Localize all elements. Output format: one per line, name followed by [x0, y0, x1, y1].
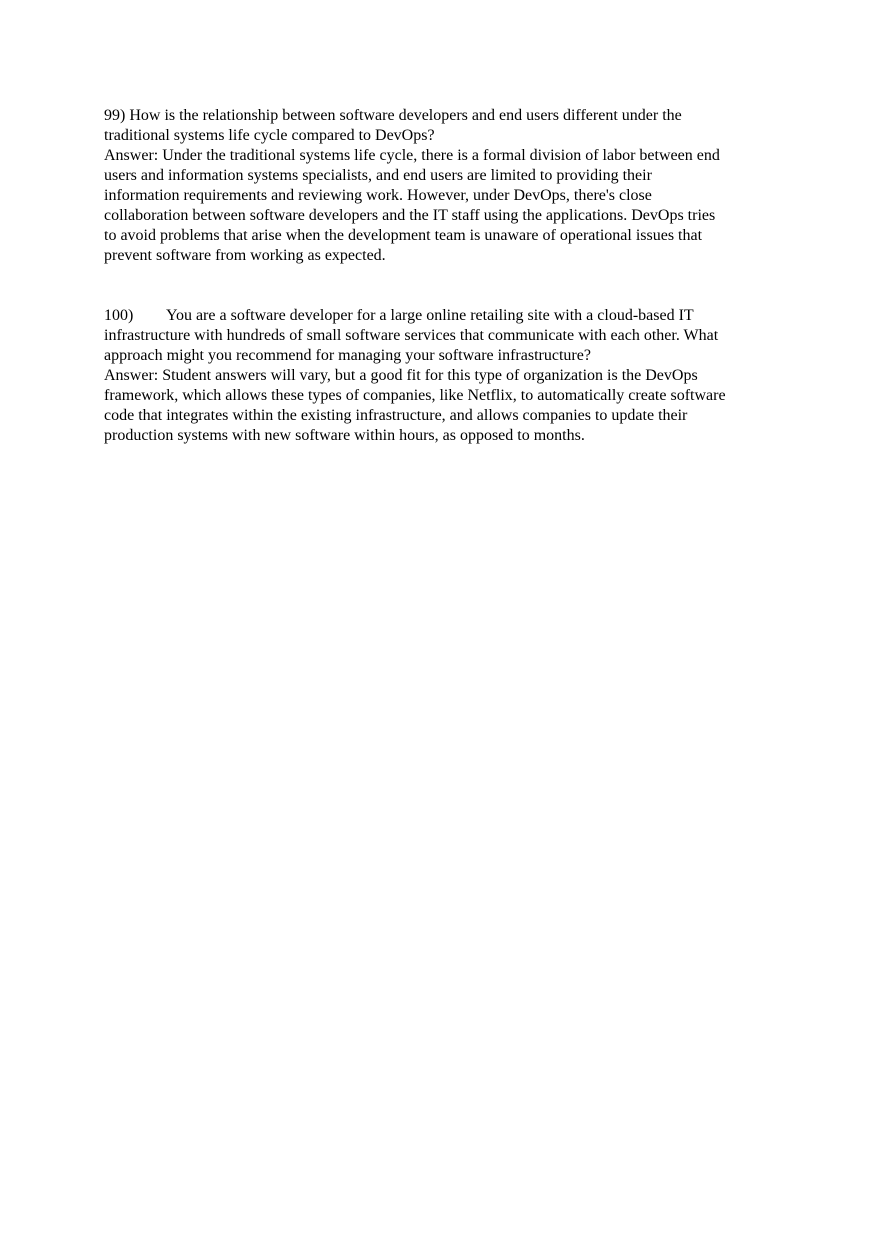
question-block-100	[104, 306, 784, 446]
answer-line: information requirements and reviewing work. However, under DevOps, there's close	[104, 187, 652, 204]
question-line	[104, 306, 784, 326]
answer-line: code that integrates within the existing infrastructure, and allows companies to update their	[104, 407, 688, 424]
question-line: 99) How is the relationship between software developers and end users different under the	[104, 107, 682, 124]
question-block-99	[104, 106, 784, 266]
answer-line: users and information systems specialists, and end users are limited to providing their	[104, 167, 652, 184]
question-first-line: You are a software developer for a large online retailing site with a cloud-based IT	[166, 307, 694, 324]
document-content	[104, 106, 784, 446]
question-line: approach might you recommend for managing your software infrastructure?	[104, 347, 591, 364]
answer-line: Answer: Under the traditional systems life cycle, there is a formal division of labor between end	[104, 147, 720, 164]
answer-line: production systems with new software within hours, as opposed to months.	[104, 427, 585, 444]
question-line: infrastructure with hundreds of small software services that communicate with each other. What	[104, 327, 719, 344]
answer-line: prevent software from working as expected.	[104, 247, 386, 264]
question-number: 100)	[104, 307, 134, 324]
answer-line: framework, which allows these types of companies, like Netflix, to automatically create software	[104, 387, 726, 404]
answer-line: collaboration between software developers and the IT staff using the applications. DevOps tries	[104, 207, 716, 224]
answer-line: Answer: Student answers will vary, but a good fit for this type of organization is the DevOps	[104, 367, 698, 384]
answer-line: to avoid problems that arise when the development team is unaware of operational issues that	[104, 227, 703, 244]
question-line: traditional systems life cycle compared to DevOps?	[104, 127, 435, 144]
